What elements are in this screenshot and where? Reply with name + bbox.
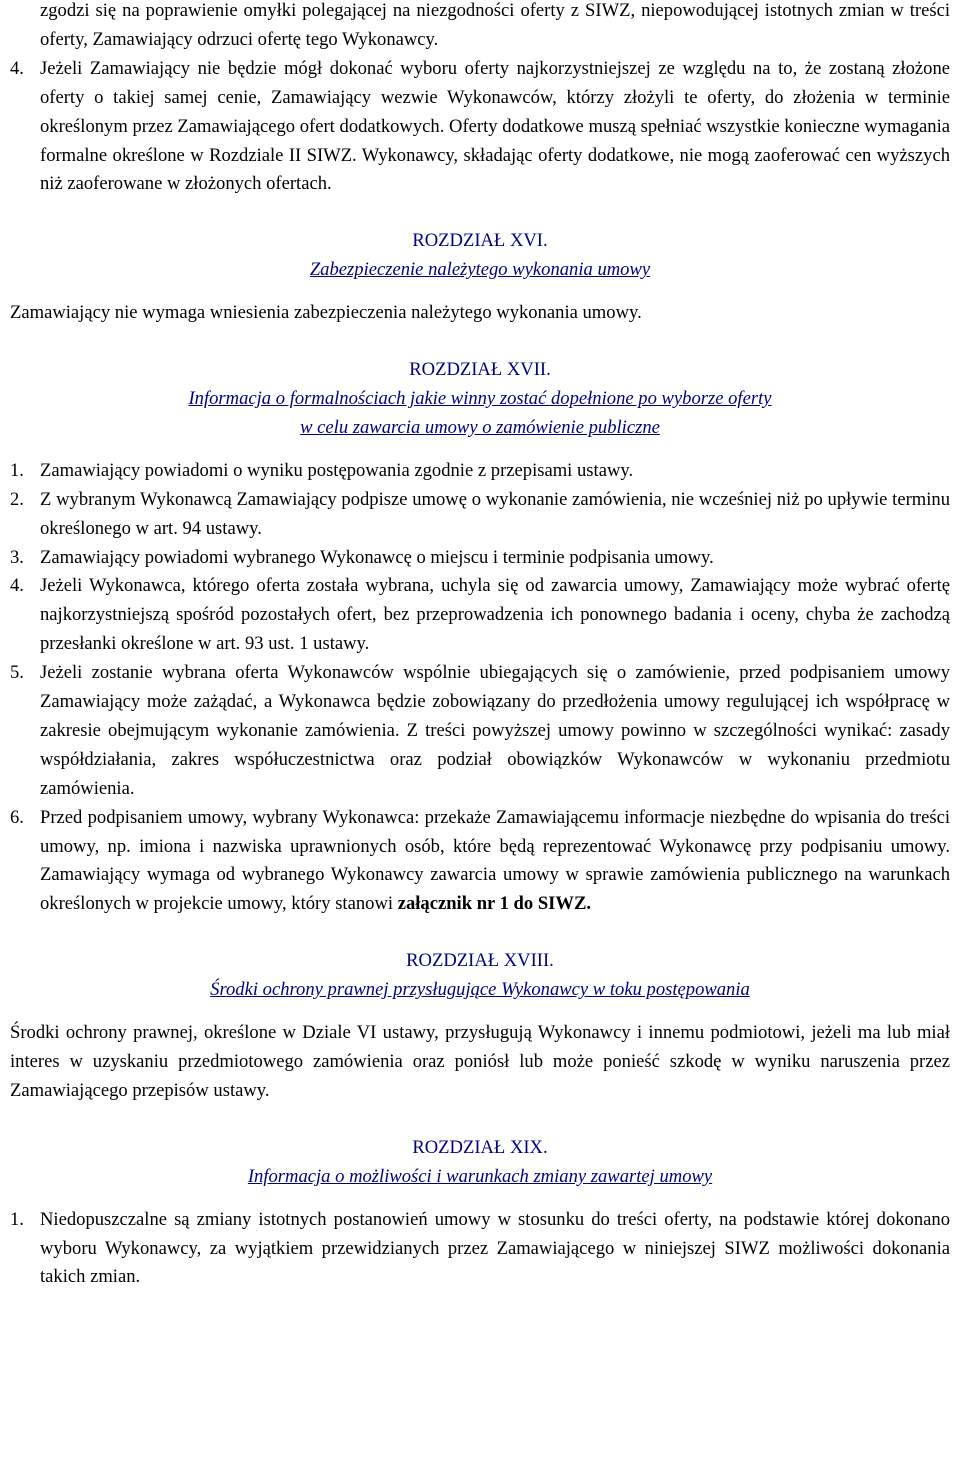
attachment-reference: załącznik nr 1 do SIWZ. <box>397 893 592 915</box>
chapter-title-17-line2: w celu zawarcia umowy o zamówienie publiczne <box>300 416 660 438</box>
list-number: 2. <box>10 488 24 510</box>
list-number: 4. <box>10 575 24 597</box>
chapter-18-text: Środki ochrony prawnej, określone w Dziale VI ustawy, przysługują Wykonawcy i innemu podmiotowi, jeżeli ma lub miał interes w uzyskaniu przedmiotowego zamówienia oraz poniósł lub może ponieść szkodę w wyniku naruszenia przez Zamawiającego przepisów ustawy. <box>10 1022 950 1101</box>
list-number: 5. <box>10 662 24 684</box>
chapter-heading-19: ROZDZIAŁ XIX. <box>412 1136 548 1158</box>
list-item <box>10 1206 950 1293</box>
list-item <box>10 572 950 659</box>
list-item <box>10 544 950 573</box>
list-number: 1. <box>10 459 24 481</box>
list-text: Jeżeli zostanie wybrana oferta Wykonawców wspólnie ubiegających się o zamówienie, przed podpisaniem umowy Zamawiający może zażądać, a Wykonawca będzie zobowiązany do przedłożenia umowy regulującej ich współpracę w zakresie obejmującym wykonanie zamówienia. Z treści powyższej umowy powinno w szczególności wynikać: zasady współdziałania, zakres współuczestnictwa oraz podział obowiązków Wykonawców w wykonaniu przedmiotu zamówienia. <box>40 662 950 799</box>
list-text: Niedopuszczalne są zmiany istotnych postanowień umowy w stosunku do treści oferty, na podstawie której dokonano wyboru Wykonawcy, za wyjątkiem przewidzianych przez Zamawiającego w niniejszej SIWZ możliwości dokonania takich zmian. <box>40 1208 950 1288</box>
list-text: Z wybranym Wykonawcą Zamawiający podpisze umowę o wykonanie zamówienia, nie wcześniej niż po upływie terminu określonego w art. 94 ustawy. <box>40 488 950 539</box>
list-text: Zamawiający powiadomi wybranego Wykonawcę o miejscu i terminie podpisania umowy. <box>40 546 714 568</box>
list-item <box>10 486 950 544</box>
list-item <box>10 457 950 486</box>
list-number: 1. <box>10 1208 24 1230</box>
chapter-heading-17: ROZDZIAŁ XVII. <box>409 359 551 381</box>
continued-paragraph: zgodzi się na poprawienie omyłki polegającej na niezgodności oferty z SIWZ, niepowodującej istotnych zmian w treści oferty, Zamawiający odrzuci ofertę tego Wykonawcy. <box>40 0 950 50</box>
list-item <box>10 804 950 920</box>
chapter-heading-16: ROZDZIAŁ XVI. <box>412 230 548 252</box>
chapter-title-16: Zabezpieczenie należytego wykonania umowy <box>309 259 651 281</box>
chapter-title-19: Informacja o możliwości i warunkach zmiany zawartej umowy <box>247 1165 713 1187</box>
list-number: 3. <box>10 546 24 568</box>
list-text: Przed podpisaniem umowy, wybrany Wykonawca: przekaże Zamawiającemu informacje niezbędne do wpisania do treści umowy, np. imiona i nazwiska uprawnionych osób, które będą reprezentować Wykonawcę przy podpisaniu umowy. Zamawiający wymaga od wybranego Wykonawcy zawarcia umowy w sprawie zamówienia publicznego na warunkach określonych w projekcie umowy, który stanowi <box>40 806 950 915</box>
chapter-title-18: Środki ochrony prawnej przysługujące Wykonawcy w toku postępowania <box>210 979 750 1001</box>
list-item <box>10 659 950 804</box>
chapter-heading-18: ROZDZIAŁ XVIII. <box>406 950 554 972</box>
list-text: Jeżeli Zamawiający nie będzie mógł dokonać wyboru oferty najkorzystniejszej ze względu na to, że zostaną złożone oferty o takiej samej cenie, Zamawiający wezwie Wykonawców, którzy złożyli te oferty, do złożenia w terminie określonym przez Zamawiającego ofert dodatkowych. Oferty dodatkowe muszą spełniać wszystkie konieczne wymagania formalne określone w Rozdziale II SIWZ. Wykonawcy, składając oferty dodatkowe, nie mogą zaoferować cen wyższych niż zaoferowane w złożonych ofertach. <box>40 57 950 195</box>
list-text: Jeżeli Wykonawca, którego oferta została wybrana, uchyla się od zawarcia umowy, Zamawiający może wybrać ofertę najkorzystniejszą spośród pozostałych ofert, bez przeprowadzenia ich ponownego badania i oceny, chyba że zachodzą przesłanki określone w art. 93 ust. 1 ustawy. <box>40 575 950 655</box>
list-text: Zamawiający powiadomi o wyniku postępowania zgodnie z przepisami ustawy. <box>40 459 634 481</box>
chapter-16-text: Zamawiający nie wymaga wniesienia zabezpieczenia należytego wykonania umowy. <box>10 302 642 324</box>
list-number: 6. <box>10 806 24 828</box>
list-item <box>10 55 950 200</box>
chapter-title-17-line1: Informacja o formalnościach jakie winny zostać dopełnione po wyborze oferty <box>188 387 772 409</box>
list-number: 4. <box>10 57 24 79</box>
